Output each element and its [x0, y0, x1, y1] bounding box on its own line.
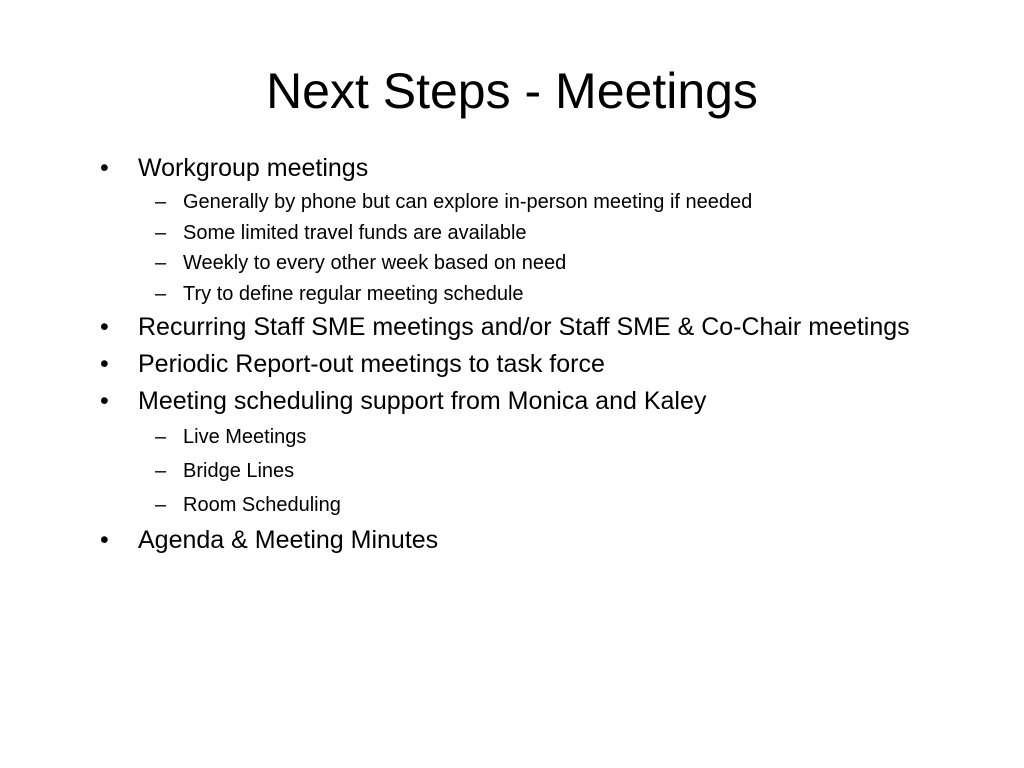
- dash-marker-icon: [155, 454, 175, 488]
- sub-bullet-text: Try to define regular meeting schedule: [183, 282, 524, 305]
- sub-bullet-item: [100, 279, 920, 310]
- dash-marker-icon: [155, 488, 175, 522]
- bullet-item: [100, 383, 920, 420]
- sub-bullet-text: Bridge Lines: [183, 460, 295, 482]
- sub-bullet-item: [100, 248, 920, 279]
- bullet-marker-icon: [100, 522, 120, 559]
- sub-bullet-item: [100, 488, 920, 522]
- sub-bullet-item: [100, 454, 920, 488]
- bullet-marker-icon: [100, 383, 120, 420]
- dash-marker-icon: [155, 248, 175, 279]
- bullet-item: [100, 309, 920, 346]
- dash-marker-icon: [155, 218, 175, 249]
- sub-bullet-text: Generally by phone but can explore in-person meeting if needed: [183, 191, 753, 213]
- sub-bullet-text: Some limited travel funds are available: [183, 221, 527, 244]
- sub-bullet-text: Weekly to every other week based on need: [183, 252, 567, 274]
- sub-bullet-item: [100, 420, 920, 454]
- bullet-item: [100, 346, 920, 383]
- sub-bullet-text: Room Scheduling: [183, 494, 341, 516]
- sub-bullet-item: [100, 218, 920, 249]
- sub-bullet-text: Live Meetings: [183, 426, 307, 448]
- bullet-text: Agenda & Meeting Minutes: [138, 526, 439, 554]
- bullet-marker-icon: [100, 150, 120, 187]
- bullet-text: Meeting scheduling support from Monica and Kaley: [138, 387, 707, 415]
- dash-marker-icon: [155, 420, 175, 454]
- dash-marker-icon: [155, 279, 175, 310]
- sub-bullet-item: [100, 187, 920, 218]
- bullet-item: [100, 522, 920, 559]
- dash-marker-icon: [155, 187, 175, 218]
- bullet-item: [100, 150, 920, 187]
- bullet-text: Workgroup meetings: [138, 154, 369, 182]
- bullet-text: Periodic Report-out meetings to task force: [138, 350, 605, 378]
- bullet-text: Recurring Staff SME meetings and/or Staff SME & Co-Chair meetings: [138, 313, 910, 341]
- slide-body: [100, 150, 920, 559]
- slide-title: Next Steps - Meetings: [266, 63, 758, 119]
- bullet-marker-icon: [100, 309, 120, 346]
- bullet-marker-icon: [100, 346, 120, 383]
